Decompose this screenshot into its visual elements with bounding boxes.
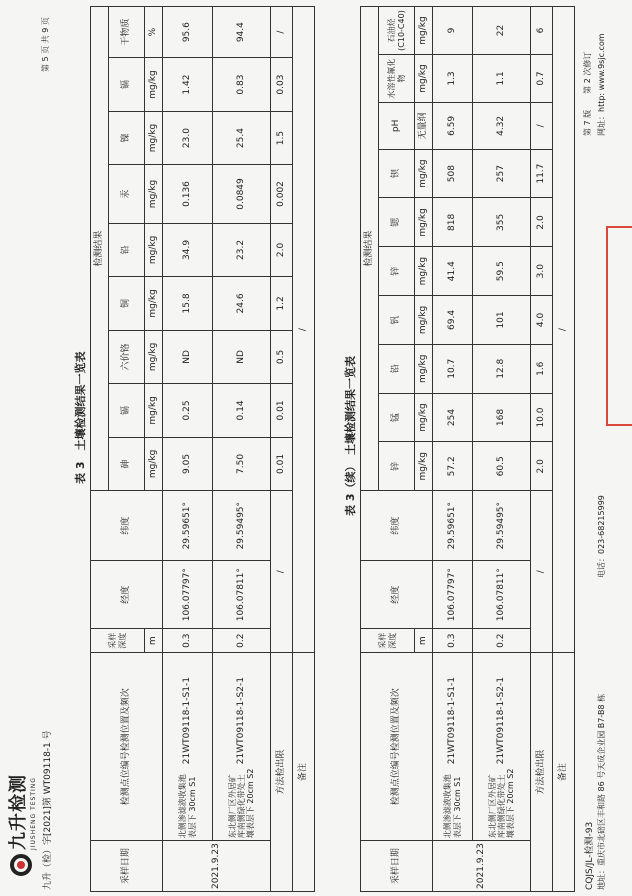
form-number: CQJS/JL-检测-93 xyxy=(585,821,595,890)
location-cell xyxy=(433,653,473,841)
unit-cell: 无量纲 xyxy=(415,103,433,150)
unit-cell: mg/kg xyxy=(415,442,433,491)
result-cell: 168 xyxy=(473,393,531,442)
result-cell: 508 xyxy=(433,149,473,198)
limit-cell: 3.0 xyxy=(531,247,553,296)
result-cell: 1.42 xyxy=(163,58,213,112)
result-cell: ND xyxy=(163,330,213,384)
footer-address: 地址：重庆市北碚区丰和路 86 号天成企业园 B7-B8 栋 xyxy=(597,693,606,890)
remark-label: 备注 xyxy=(553,653,575,892)
result-cell: 254 xyxy=(433,393,473,442)
limit-cell: 1.2 xyxy=(271,277,293,331)
soil-results-table-1 xyxy=(90,6,315,892)
result-cell: ND xyxy=(213,330,271,384)
unit-cell: mg/kg xyxy=(415,296,433,345)
result-cell: 59.5 xyxy=(473,247,531,296)
table-row xyxy=(271,7,293,892)
logo xyxy=(4,774,37,876)
limit-cell: / xyxy=(271,7,293,58)
unit-cell: mg/kg xyxy=(415,393,433,442)
col-date-header: 采样日期 xyxy=(361,841,433,892)
param-header: 砷 xyxy=(109,437,145,491)
limit-cell: 4.0 xyxy=(531,296,553,345)
limit-cell: 0.5 xyxy=(271,330,293,384)
unit-cell: % xyxy=(145,7,163,58)
seal-stamp xyxy=(606,226,632,426)
unit-cell: mg/kg xyxy=(415,198,433,247)
unit-cell: mg/kg xyxy=(145,111,163,165)
limit-cell: 0.01 xyxy=(271,384,293,438)
sample-code: 21WT09118-1-S2-1 xyxy=(236,677,247,765)
depth-value: 0.2 xyxy=(213,629,271,653)
param-header: 锶 xyxy=(379,198,415,247)
col-date-header: 采样日期 xyxy=(91,841,163,892)
latitude-value: 29.59495° xyxy=(213,491,271,561)
param-header: 镉 xyxy=(109,58,145,112)
result-cell: 9 xyxy=(433,7,473,55)
param-header: 汞 xyxy=(109,165,145,223)
col-location-header: 检测点位编号检测位置及频次 xyxy=(91,653,163,841)
unit-cell: mg/kg xyxy=(415,55,433,103)
col-depth-header: 采样深度 xyxy=(91,629,145,653)
table-row xyxy=(531,7,553,892)
param-header: pH xyxy=(379,103,415,150)
col-latitude-header: 纬度 xyxy=(361,491,433,561)
remark-value: / xyxy=(293,7,315,653)
unit-cell: mg/kg xyxy=(145,223,163,277)
limit-cell: 2.0 xyxy=(531,442,553,491)
limit-cell: 2.0 xyxy=(531,198,553,247)
result-cell: 60.5 xyxy=(473,442,531,491)
depth-unit: m xyxy=(145,629,163,653)
limit-label: 方法检出限 xyxy=(531,653,553,892)
latitude-value: 29.59651° xyxy=(163,491,213,561)
result-cell: 0.14 xyxy=(213,384,271,438)
result-cell: 0.25 xyxy=(163,384,213,438)
sample-code: 21WT09118-1-S2-1 xyxy=(496,677,507,765)
latitude-value: 29.59651° xyxy=(433,491,473,561)
result-cell: 69.4 xyxy=(433,296,473,345)
param-header: 干物质 xyxy=(109,7,145,58)
limit-cell: 11.7 xyxy=(531,149,553,198)
page-info: 第 5 页 共 9 页 xyxy=(41,17,50,72)
limit-label: 方法检出限 xyxy=(271,653,293,892)
unit-cell: mg/kg xyxy=(415,247,433,296)
result-cell: 94.4 xyxy=(213,7,271,58)
param-header: 水溶性氟化物 xyxy=(379,55,415,103)
param-header: 钒 xyxy=(379,296,415,345)
longitude-value: 106.07811° xyxy=(473,561,531,629)
result-cell: 24.6 xyxy=(213,277,271,331)
col-location-header: 检测点位编号检测位置及频次 xyxy=(361,653,433,841)
location-text: 北侧渗滤液收集池表层下 30cm S1 xyxy=(178,774,197,839)
result-cell: 818 xyxy=(433,198,473,247)
result-cell: 6.59 xyxy=(433,103,473,150)
unit-cell: mg/kg xyxy=(145,165,163,223)
limit-cell: 1.5 xyxy=(271,111,293,165)
result-cell: 10.7 xyxy=(433,344,473,393)
depth-value: 0.3 xyxy=(433,629,473,653)
limit-cell: 0.002 xyxy=(271,165,293,223)
remark-label: 备注 xyxy=(293,653,315,892)
table-row xyxy=(433,7,473,892)
limit-cell: 6 xyxy=(531,7,553,55)
result-cell: 41.4 xyxy=(433,247,473,296)
col-results-header: 检测结果 xyxy=(361,7,379,491)
result-cell: 355 xyxy=(473,198,531,247)
limit-cell: 1.6 xyxy=(531,344,553,393)
unit-cell: mg/kg xyxy=(145,277,163,331)
sample-date: 2021.9.23 xyxy=(163,841,271,892)
sample-code: 21WT09118-1-S1-1 xyxy=(182,677,193,765)
report-number: 九升（检）字[2021]第 WT09118-1 号 xyxy=(43,730,53,890)
param-header: 锌 xyxy=(379,247,415,296)
logo-icon xyxy=(10,854,32,876)
param-header: 镉 xyxy=(109,384,145,438)
limit-cell: 0.03 xyxy=(271,58,293,112)
unit-cell: mg/kg xyxy=(145,384,163,438)
sample-code: 21WT09118-1-S1-1 xyxy=(447,677,458,765)
limit-cell: 10.0 xyxy=(531,393,553,442)
unit-cell: mg/kg xyxy=(415,344,433,393)
unit-cell: mg/kg xyxy=(145,330,163,384)
limit-cell: / xyxy=(531,103,553,150)
col-depth-header: 采样深度 xyxy=(361,629,415,653)
result-cell: 23.2 xyxy=(213,223,271,277)
param-header: 锌 xyxy=(379,442,415,491)
depth-unit: m xyxy=(415,629,433,653)
result-cell: 12.8 xyxy=(473,344,531,393)
result-cell: 57.2 xyxy=(433,442,473,491)
result-cell: 9.05 xyxy=(163,437,213,491)
footer-phone: 电话：023-68215999 xyxy=(597,495,606,578)
param-header: 铅 xyxy=(109,223,145,277)
result-cell: 0.83 xyxy=(213,58,271,112)
result-cell: 1.3 xyxy=(433,55,473,103)
location-text: 东北侧厂区外居矿库南侧绿化带处土壤表层下 20cm S2 xyxy=(487,768,516,839)
param-header: 镍 xyxy=(109,111,145,165)
unit-cell: mg/kg xyxy=(145,437,163,491)
result-cell: 7.50 xyxy=(213,437,271,491)
result-cell: 95.6 xyxy=(163,7,213,58)
result-cell: 25.4 xyxy=(213,111,271,165)
longitude-value: 106.07811° xyxy=(213,561,271,629)
unit-cell: mg/kg xyxy=(415,149,433,198)
longitude-value: 106.07797° xyxy=(163,561,213,629)
result-cell: 4.32 xyxy=(473,103,531,150)
param-header: 六价铬 xyxy=(109,330,145,384)
result-cell: 0.0849 xyxy=(213,165,271,223)
depth-value: 0.2 xyxy=(473,629,531,653)
param-header: 钡 xyxy=(379,149,415,198)
param-header: 石油烃 (C10-C40) xyxy=(379,7,415,55)
limit-cell: 0.7 xyxy=(531,55,553,103)
col-results-header: 检测结果 xyxy=(91,7,109,491)
footer-website: 网址：http: www.9sjc.com xyxy=(597,33,606,136)
brand-en: JIUSHENG TESTING xyxy=(30,777,37,850)
location-text: 北侧渗滤液收集池表层下 30cm S1 xyxy=(443,774,462,839)
unit-cell: mg/kg xyxy=(415,7,433,55)
table-row xyxy=(213,7,271,892)
table-row xyxy=(293,7,315,892)
location-cell xyxy=(163,653,213,841)
col-longitude-header: 经度 xyxy=(91,561,163,629)
location-cell xyxy=(473,653,531,841)
param-header: 锰 xyxy=(379,393,415,442)
soil-results-table-2 xyxy=(360,6,575,892)
longitude-value: 106.07797° xyxy=(433,561,473,629)
table-row xyxy=(473,7,531,892)
remark-value: / xyxy=(553,7,575,653)
param-header: 铜 xyxy=(109,277,145,331)
unit-cell: mg/kg xyxy=(145,58,163,112)
table1-title: 表 3 土壤检测结果一览表 xyxy=(74,351,87,484)
result-cell: 23.0 xyxy=(163,111,213,165)
limit-cell: 2.0 xyxy=(271,223,293,277)
limit-slash: / xyxy=(531,491,553,653)
result-cell: 0.136 xyxy=(163,165,213,223)
table-row xyxy=(553,7,575,892)
col-longitude-header: 经度 xyxy=(361,561,433,629)
form-version: 第 7 版 第 2 次修订 xyxy=(583,51,592,136)
brand-cn: 九升检测 xyxy=(8,774,29,850)
latitude-value: 29.59495° xyxy=(473,491,531,561)
col-latitude-header: 纬度 xyxy=(91,491,163,561)
table2-title: 表 3（续） 土壤检测结果一览表 xyxy=(344,356,357,516)
result-cell: 257 xyxy=(473,149,531,198)
limit-slash: / xyxy=(271,491,293,653)
result-cell: 101 xyxy=(473,296,531,345)
sample-date: 2021.9.23 xyxy=(433,841,531,892)
limit-cell: 0.01 xyxy=(271,437,293,491)
location-text: 东北侧厂区外居矿库南侧绿化带处土壤表层下 20cm S2 xyxy=(227,768,256,839)
param-header: 铅 xyxy=(379,344,415,393)
location-cell xyxy=(213,653,271,841)
result-cell: 22 xyxy=(473,7,531,55)
result-cell: 1.1 xyxy=(473,55,531,103)
result-cell: 34.9 xyxy=(163,223,213,277)
table-row xyxy=(163,7,213,892)
depth-value: 0.3 xyxy=(163,629,213,653)
result-cell: 15.8 xyxy=(163,277,213,331)
